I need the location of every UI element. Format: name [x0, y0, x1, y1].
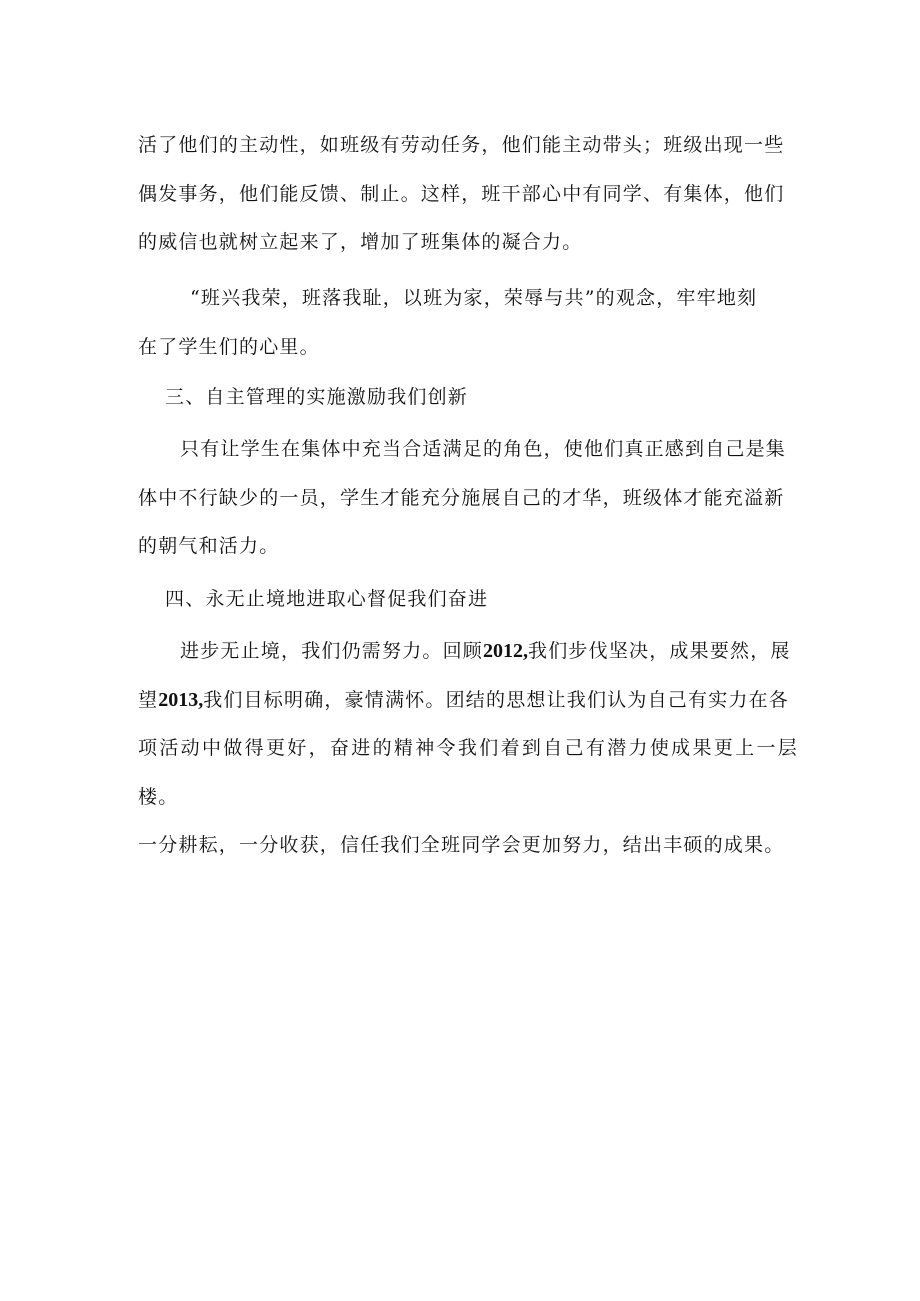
- section-heading-4: 四、永无止境地进取心督促我们奋进: [165, 588, 489, 610]
- paragraph-2: [138, 274, 798, 371]
- text-line: 活了他们的主动性，如班级有劳动任务，他们能主动带头；班级出现一些: [138, 134, 785, 156]
- year-number: 2013,: [158, 688, 204, 711]
- text-segment: 我们目标明确，豪情满怀。团结的思想让我们认为自己有实力在各: [203, 688, 790, 711]
- text-line: 体中不行缺少的一员，学生才能充分施展自己的才华，班级体才能充溢新: [138, 486, 785, 509]
- text-line: “班兴我荣，班落我耻，以班为家，荣辱与共”的观念，牢牢地刻: [190, 287, 758, 309]
- paragraph-1: [138, 121, 798, 267]
- text-line: [138, 627, 798, 676]
- year-number: 2012,: [483, 640, 529, 662]
- text-segment: 我们步伐坚决，成果要然，展: [528, 640, 791, 662]
- text-line: 偶发事务，他们能反馈、制止。这样，班干部心中有同学、有集体，他们: [138, 182, 785, 205]
- paragraph-5: [138, 627, 798, 870]
- text-line: 项活动中做得更好，奋进的精神令我们着到自己有潜力使成果更上一层楼。: [138, 737, 798, 808]
- text-line: 的朝气和活力。: [138, 535, 280, 557]
- text-line: 只有让学生在集体中充当合适满足的角色，使他们真正感到自己是集: [180, 438, 787, 460]
- text-line: 的威信也就树立起来了，增加了班集体的凝合力。: [138, 231, 583, 253]
- text-segment: 望: [138, 688, 159, 711]
- text-segment: 进步无止境，我们仍需努力。回顾: [180, 640, 484, 662]
- text-line: 在了学生们的心里。: [138, 335, 320, 358]
- text-line: 一分耕耘，一分收获，信任我们全班同学会更加努力，结出丰硕的成果。: [138, 834, 785, 856]
- section-heading-3: 三、自主管理的实施激励我们创新: [165, 386, 469, 408]
- paragraph-4: [138, 425, 798, 571]
- text-line: [138, 676, 798, 725]
